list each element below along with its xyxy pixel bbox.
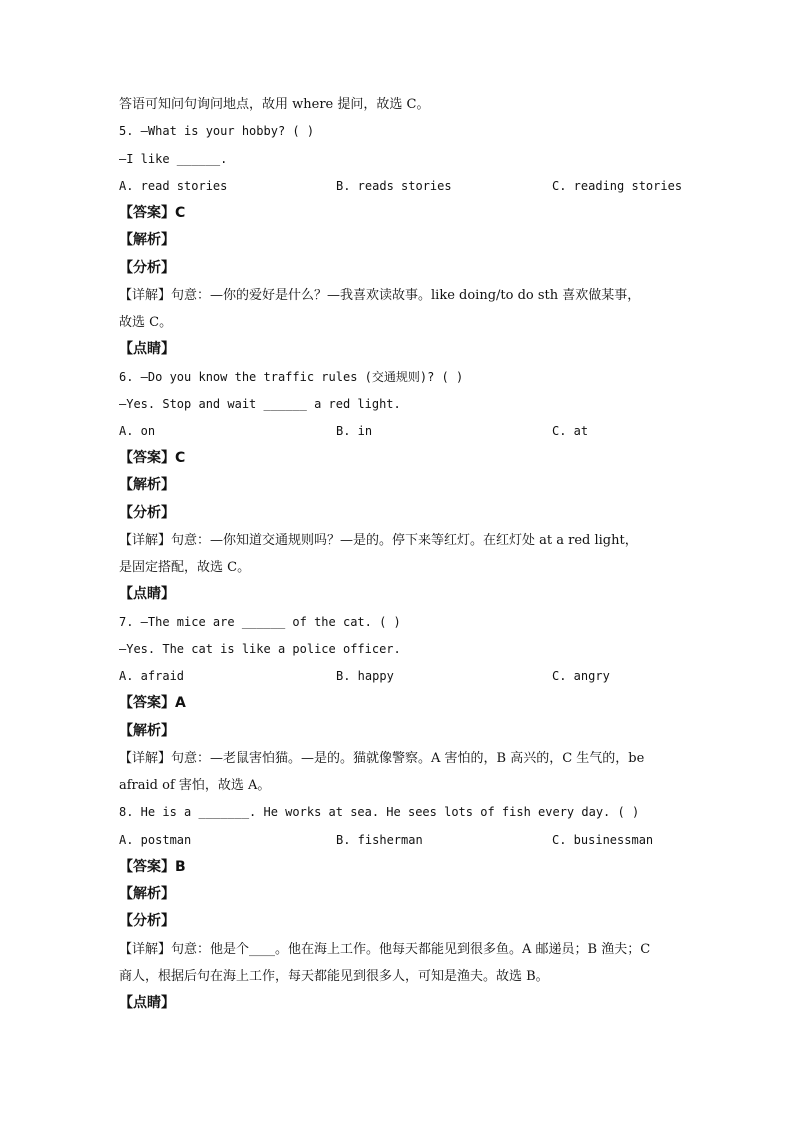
q7-option-c: C. angry	[552, 669, 610, 683]
q5-answer: 【答案】C	[119, 205, 186, 221]
q5-analysis-heading: 【解析】	[119, 232, 175, 248]
q6-options	[119, 418, 694, 445]
q6-reply: —Yes. Stop and wait ______ a red light.	[119, 397, 401, 411]
q8-option-b: B. fisherman	[336, 833, 423, 847]
q5-detail-line-1: 【详解】句意：—你的爱好是什么？—我喜欢读故事。like doing/to do sth 喜欢做某事，	[119, 288, 641, 303]
q6-analysis-heading: 【解析】	[119, 477, 175, 493]
q5-tip-heading: 【点睛】	[119, 341, 175, 357]
q8-option-c: C. businessman	[552, 833, 654, 847]
q5-detail-line-2: 故选 C。	[119, 315, 173, 330]
q5-reply: —I like ______.	[119, 152, 228, 166]
q6-option-b: B. in	[336, 424, 373, 438]
q5-option-a: A. read stories	[119, 179, 228, 193]
q5-breakdown-heading: 【分析】	[119, 260, 175, 276]
q7-detail-line-2: afraid of 害怕，故选 A。	[119, 778, 271, 793]
q5-options	[119, 173, 694, 200]
q7-option-b: B. happy	[336, 669, 394, 683]
q6-tip-heading: 【点睛】	[119, 586, 175, 602]
q6-answer: 【答案】C	[119, 450, 186, 466]
q8-breakdown-heading: 【分析】	[119, 913, 175, 929]
q8-stem: 8. He is a _______. He works at sea. He sees lots of fish every day. ( )	[119, 805, 640, 819]
q5-option-c: C. reading stories	[552, 179, 683, 193]
q7-reply: —Yes. The cat is like a police officer.	[119, 642, 401, 656]
q6-option-a: A. on	[119, 424, 156, 438]
q7-options	[119, 663, 694, 690]
explanation-continuation: 答语可知问句询问地点，故用 where 提问，故选 C。	[119, 97, 430, 112]
q8-option-a: A. postman	[119, 833, 192, 847]
q7-answer: 【答案】A	[119, 695, 186, 711]
q8-analysis-heading: 【解析】	[119, 886, 175, 902]
q5-stem: 5. —What is your hobby? ( )	[119, 124, 315, 138]
q7-stem: 7. —The mice are ______ of the cat. ( )	[119, 615, 401, 629]
q8-options	[119, 827, 694, 854]
q8-tip-heading: 【点睛】	[119, 995, 175, 1011]
q8-detail-line-1: 【详解】句意：他是个____。他在海上工作。他每天都能见到很多鱼。A 邮递员；B 渔夫；C	[119, 942, 651, 957]
q6-detail-line-2: 是固定搭配，故选 C。	[119, 560, 251, 575]
q7-analysis-heading: 【解析】	[119, 723, 175, 739]
q8-detail-line-2: 商人，根据后句在海上工作，每天都能见到很多人，可知是渔夫。故选 B。	[119, 969, 549, 984]
q6-option-c: C. at	[552, 424, 589, 438]
q6-stem: 6. —Do you know the traffic rules (交通规则)? ( )	[119, 370, 464, 384]
q7-detail-line-1: 【详解】句意：—老鼠害怕猫。—是的。猫就像警察。A 害怕的，B 高兴的，C 生气的，be	[119, 751, 645, 766]
q8-answer: 【答案】B	[119, 859, 186, 875]
q6-detail-line-1: 【详解】句意：—你知道交通规则吗？—是的。停下来等红灯。在红灯处 at a red light，	[119, 533, 638, 548]
q5-option-b: B. reads stories	[336, 179, 452, 193]
q7-option-a: A. afraid	[119, 669, 185, 683]
q6-breakdown-heading: 【分析】	[119, 505, 175, 521]
